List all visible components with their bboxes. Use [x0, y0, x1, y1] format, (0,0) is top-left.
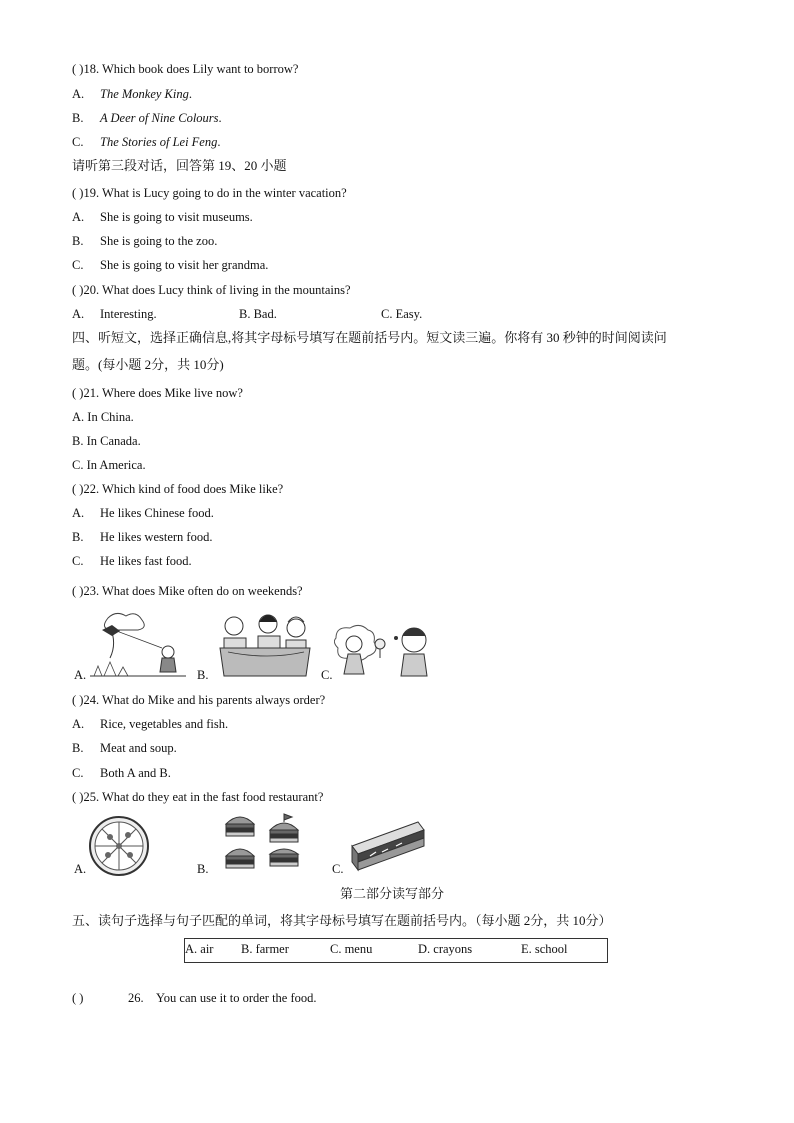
q21-stem: ( )21. Where does Mike live now?	[72, 386, 243, 400]
q25-label-b: B.	[197, 862, 209, 876]
q24-option-b: B. Meat and soup.	[72, 741, 177, 755]
q18-stem: ( )18. Which book does Lily want to borrow?	[72, 62, 299, 76]
q18-option-a: A. The Monkey King.	[72, 87, 192, 101]
book-title: A Deer of Nine Colours	[100, 111, 219, 125]
book-title: The Monkey King	[100, 87, 189, 101]
q23-label-a: A.	[74, 668, 87, 682]
word-bank	[184, 938, 608, 963]
q22-stem: ( )22. Which kind of food does Mike like?	[72, 482, 284, 496]
sandwich-picture	[348, 816, 428, 876]
hamburgers-picture	[220, 812, 304, 872]
section3-instruction: 请听第三段对话，回答第 19、20 小题	[72, 158, 287, 173]
q20-stem: ( )20. What does Lucy think of living in the mountains?	[72, 283, 351, 297]
q18-option-b: B. A Deer of Nine Colours.	[72, 111, 222, 125]
word-option-b: B. farmer	[241, 942, 289, 956]
kite-flying-picture	[90, 610, 186, 680]
q21-option-a: A. In China.	[72, 410, 134, 424]
q21-option-c: C. In America.	[72, 458, 146, 472]
part4-instruction-line1: 四、听短文，选择正确信息,将其字母标号填写在题前括号内。短文读三遍。你将有 30 秒钟的时间阅读问	[72, 330, 667, 345]
q22-option-a: A. He likes Chinese food.	[72, 506, 214, 520]
q18-option-c: C. The Stories of Lei Feng.	[72, 135, 221, 149]
q23-label-c: C.	[321, 668, 333, 682]
q19-option-c: C. She is going to visit her grandma.	[72, 258, 269, 272]
q19-stem: ( )19. What is Lucy going to do in the winter vacation?	[72, 186, 347, 200]
part4-instruction-line2: 题。(每小题 2分，共 10分)	[72, 357, 224, 372]
q26: ( ) 26. You can use it to order the food.	[72, 991, 317, 1005]
book-title: The Stories of Lei Feng	[100, 135, 218, 149]
q23-label-b: B.	[197, 668, 209, 682]
q22-option-b: B. He likes western food.	[72, 530, 213, 544]
q22-option-c: C. He likes fast food.	[72, 554, 192, 568]
word-option-c: C. menu	[330, 942, 373, 956]
q25-label-c: C.	[332, 862, 344, 876]
pizza-picture	[86, 815, 152, 877]
q19-option-b: B. She is going to the zoo.	[72, 234, 218, 248]
part2-heading: 第二部分读写部分	[340, 886, 445, 901]
part5-instruction: 五、读句子选择与句子匹配的单词，将其字母标号填写在题前括号内。（每小题 2分，共 10分）	[72, 913, 612, 928]
q25-label-a: A.	[74, 862, 87, 876]
q24-option-a: A. Rice, vegetables and fish.	[72, 717, 229, 731]
answer-blank[interactable]: ( )	[72, 991, 84, 1005]
q24-stem: ( )24. What do Mike and his parents always order?	[72, 693, 326, 707]
q23-stem: ( )23. What does Mike often do on weekends?	[72, 584, 303, 598]
q24-option-c: C. Both A and B.	[72, 766, 171, 780]
word-option-d: D. crayons	[418, 942, 473, 956]
q19-option-a: A. She is going to visit museums.	[72, 210, 253, 224]
q25-stem: ( )25. What do they eat in the fast food restaurant?	[72, 790, 324, 804]
word-option-a: A. air	[185, 942, 214, 956]
q20-options: A. Interesting. B. Bad. C. Easy.	[72, 307, 423, 321]
ping-pong-picture	[334, 624, 434, 682]
word-option-e: E. school	[521, 942, 568, 956]
q21-option-b: B. In Canada.	[72, 434, 141, 448]
family-dinner-picture	[216, 612, 314, 680]
